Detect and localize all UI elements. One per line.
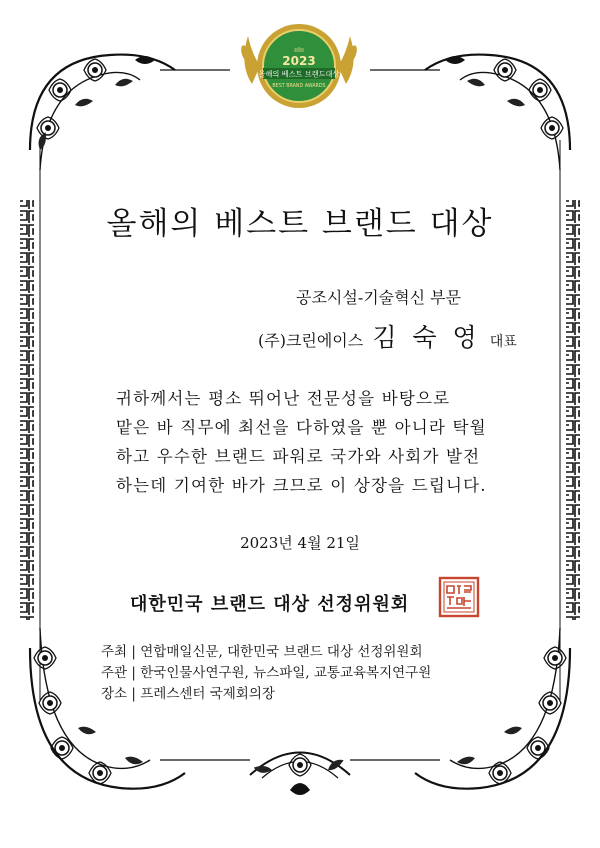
citation-line: 맡은 바 직무에 최선을 다하였을 뿐 아니라 탁월: [116, 418, 487, 437]
issue-date: 2023년 4월 21일: [240, 534, 360, 552]
corner-ornament-top-left: [30, 55, 175, 170]
credit-value: 한국인물사연구원, 뉴스파일, 교통교육복지연구원: [140, 665, 432, 681]
credit-label: 주최: [101, 644, 128, 660]
award-emblem: [234, 14, 364, 114]
recipient-company: (주)크린에이스: [258, 331, 364, 350]
citation-line: 하는데 기여한 바가 크므로 이 상장을 드립니다.: [116, 476, 487, 495]
svg-text:ııIıı: ııIıı: [294, 46, 304, 54]
credit-value: 프레스센터 국제회의장: [140, 686, 275, 702]
credit-label: 장소: [101, 686, 128, 702]
official-seal-stamp: [438, 576, 480, 618]
certificate-title: 올해의 베스트 브랜드 대상: [106, 206, 494, 242]
credit-value: 연합매일신문, 대한민국 브랜드 대상 선정위원회: [140, 644, 423, 660]
award-division: 공조시설-기술혁신 부문: [296, 288, 462, 307]
corner-ornament-top-right: [425, 55, 570, 170]
bottom-center-ornament: [250, 753, 350, 796]
credit-label: 주관: [101, 665, 128, 681]
citation-line: 귀하께서는 평소 뛰어난 전문성을 바탕으로: [116, 389, 451, 408]
right-meander-band: [566, 200, 580, 620]
emblem-subtitle: BEST BRAND AWARDS: [272, 84, 326, 89]
credit-venue: 장소 | 프레스센터 국제회의장: [101, 686, 275, 702]
recipient-line: [258, 318, 517, 354]
emblem-year: 2023: [282, 54, 316, 68]
credit-organizer: 주관 | 한국인물사연구원, 뉴스파일, 교통교육복지연구원: [101, 665, 432, 681]
citation-line: 하고 우수한 브랜드 파워로 국가와 사회가 발전: [116, 447, 481, 466]
issuing-committee: 대한민국 브랜드 대상 선정위원회: [130, 594, 410, 615]
recipient-name: 김 숙 영: [372, 323, 481, 352]
credit-host: 주최 | 연합매일신문, 대한민국 브랜드 대상 선정위원회: [101, 644, 423, 660]
emblem-name: 올해의 베스트 브랜드대상: [258, 69, 340, 79]
left-meander-band: [20, 200, 34, 620]
recipient-title: 대표: [489, 334, 517, 350]
corner-ornament-bottom-right: [415, 628, 570, 789]
